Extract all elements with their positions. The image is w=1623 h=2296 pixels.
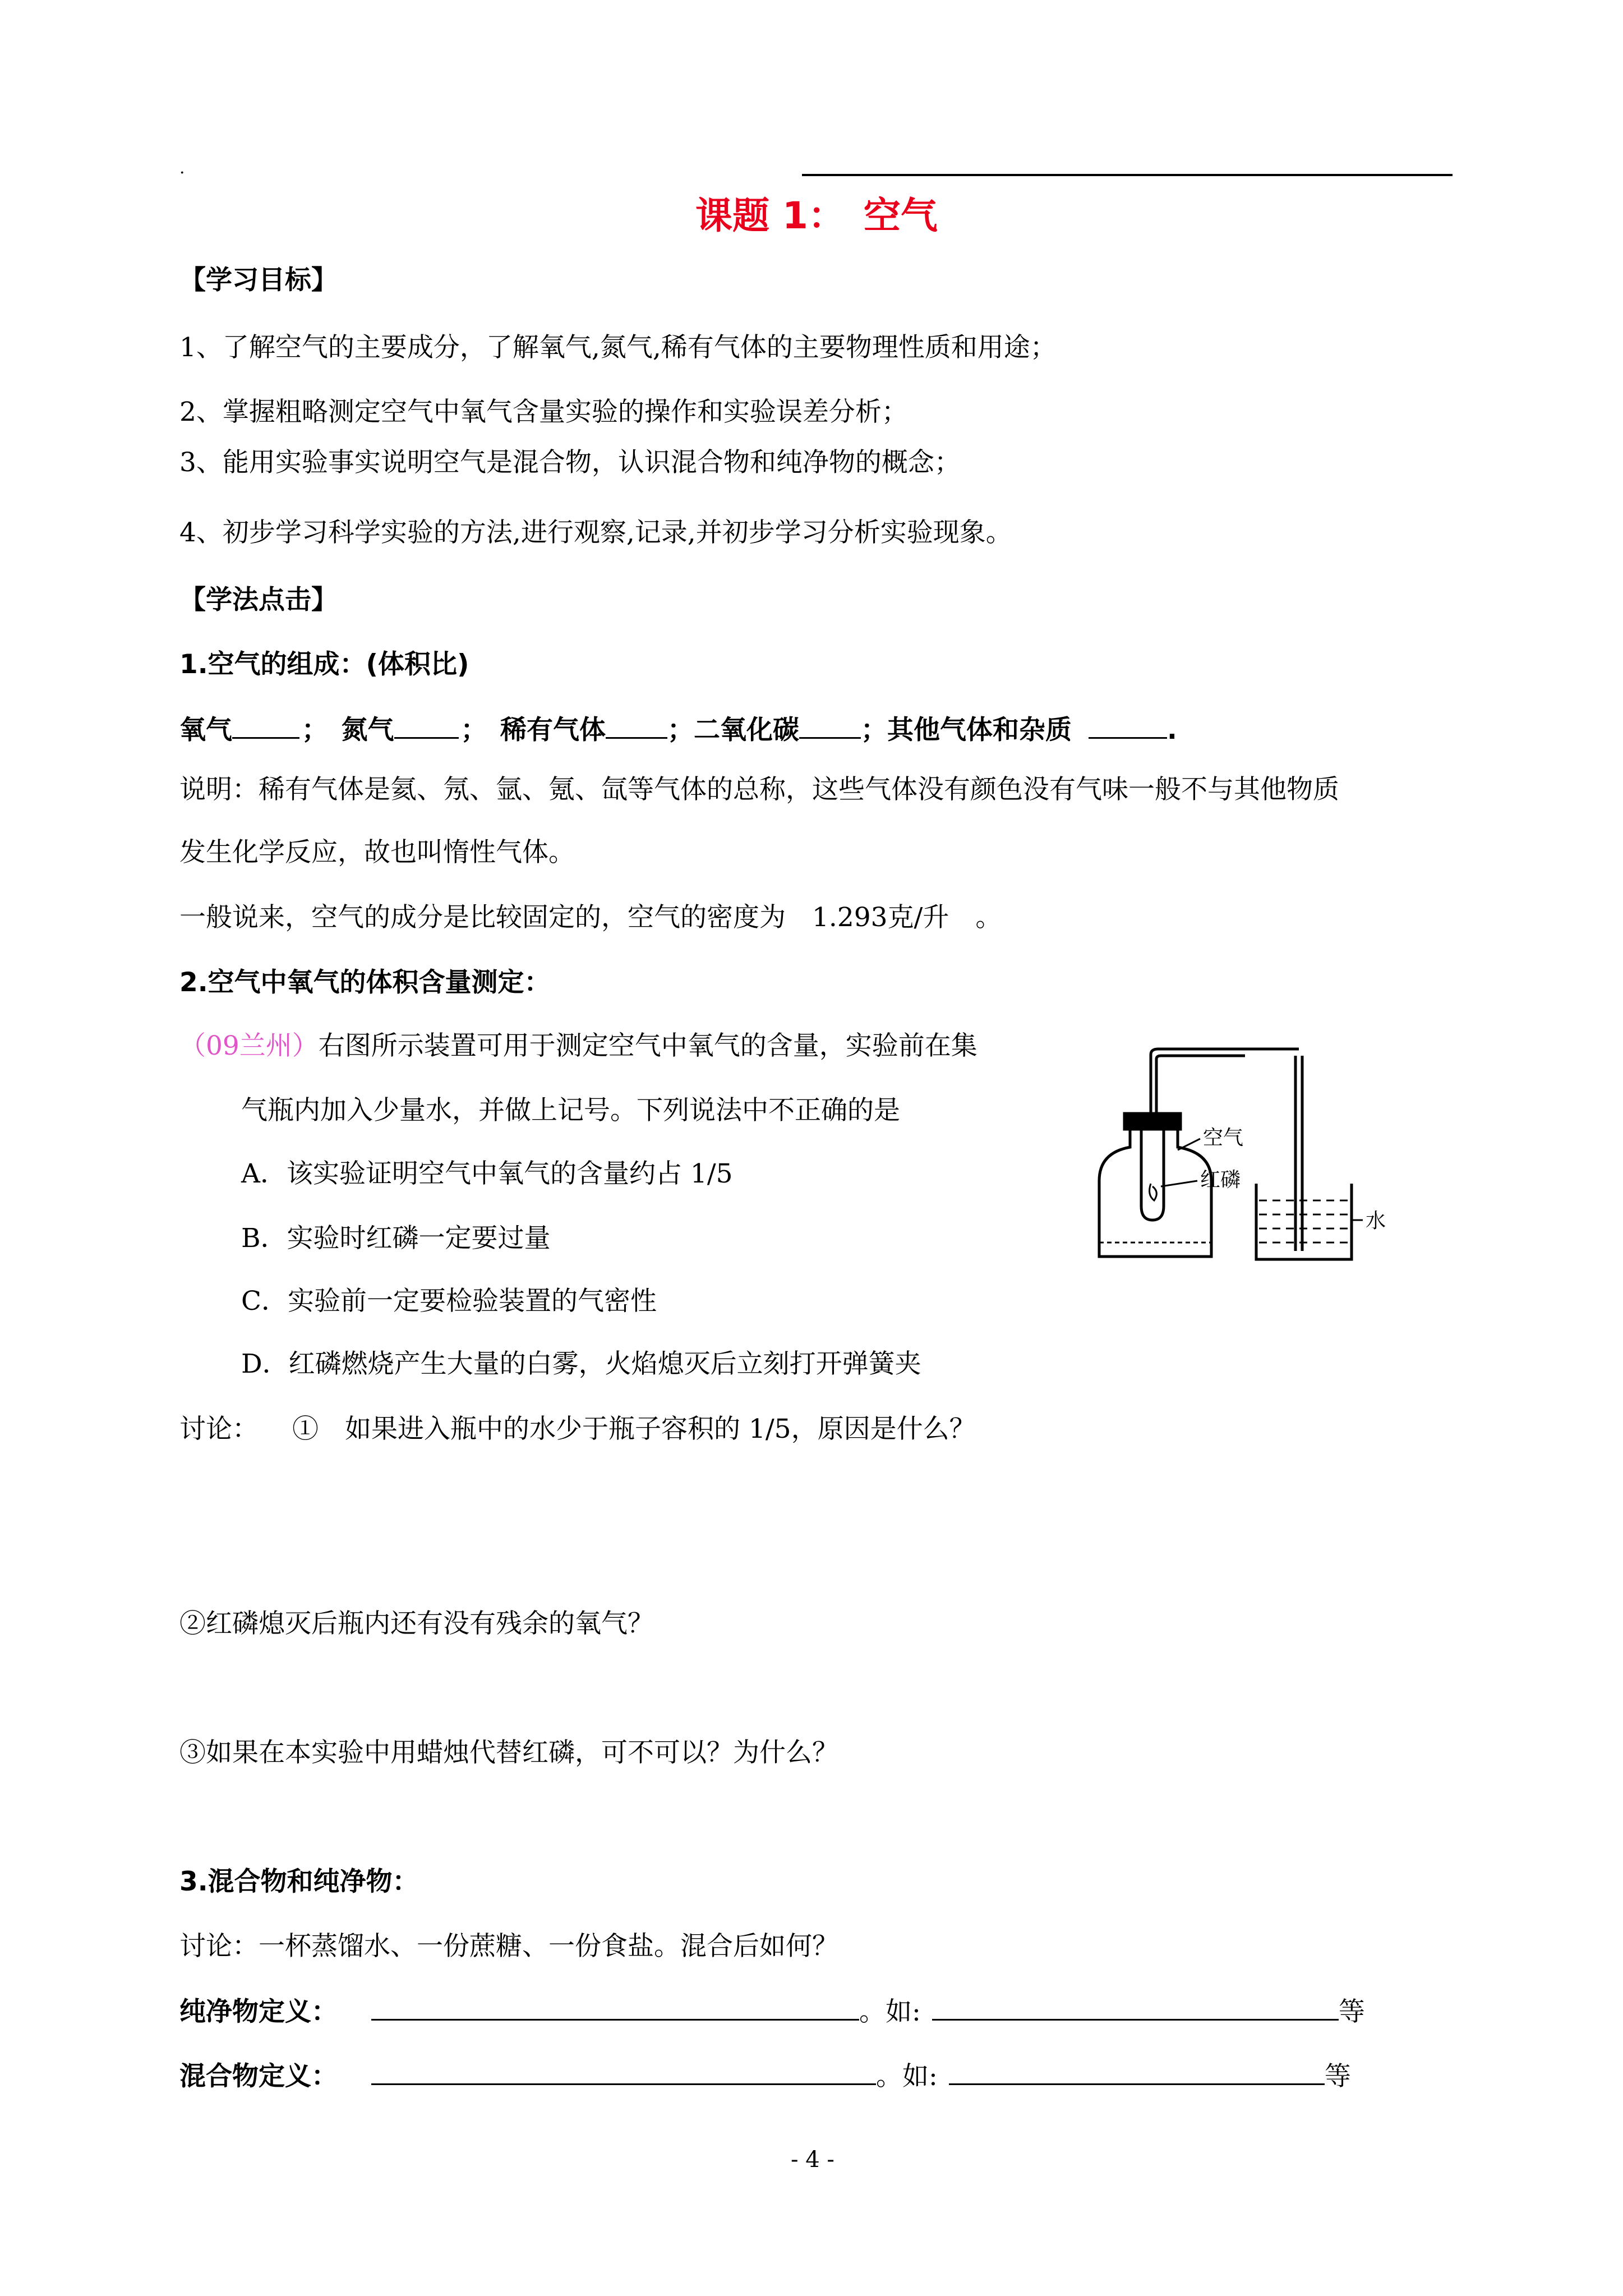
mixture-heading: 3.混合物和纯净物：: [179, 1866, 419, 1897]
blank-co2[interactable]: [799, 712, 861, 739]
blank-label-rare-gas: ； 稀有气体: [460, 715, 606, 746]
blank-end-dot: .: [1167, 715, 1177, 746]
blank-label-oxygen: 氧气: [179, 715, 232, 746]
mixture-example-blank[interactable]: [949, 2059, 1325, 2085]
composition-heading: 1.空气的组成：(体积比): [179, 649, 469, 680]
discussion-label: 讨论：: [179, 1414, 259, 1444]
goal-item-1: 1、了解空气的主要成分，了解氧气,氮气,稀有气体的主要物理性质和用途；: [179, 332, 1057, 363]
goals-heading: 【学习目标】: [179, 265, 338, 296]
discussion-3: ③如果在本实验中用蜡烛代替红磷，可不可以？为什么？: [179, 1737, 838, 1768]
option-c[interactable]: C．实验前一定要检验装置的气密性: [241, 1286, 657, 1317]
discussion-2: ②红磷熄灭后瓶内还有没有残余的氧气？: [179, 1608, 654, 1639]
discussion-1: ① 如果进入瓶中的水少于瓶子容积的 1/5，原因是什么？: [292, 1414, 976, 1444]
goal-item-4: 4、初步学习科学实验的方法,进行观察,记录,并初步学习分析实验现象。: [179, 517, 1012, 548]
blank-other[interactable]: [1089, 712, 1167, 739]
page-title: 课题 1： 空气: [695, 194, 938, 237]
apparatus-drawing: [1088, 1043, 1402, 1268]
pure-definition-line: [179, 1994, 1365, 2029]
measurement-heading: 2.空气中氧气的体积含量测定：: [179, 967, 551, 998]
question-source: （09兰州）: [179, 1030, 319, 1061]
pure-label: 纯净物定义：: [179, 1996, 338, 2027]
blank-label-other: ；其他气体和杂质: [861, 715, 1072, 746]
option-d[interactable]: D．红磷燃烧产生大量的白雾，火焰熄灭后立刻打开弹簧夹: [241, 1349, 921, 1379]
question-line-2: 气瓶内加入少量水，并做上记号。下列说法中不正确的是: [241, 1095, 900, 1126]
method-heading: 【学法点击】: [179, 585, 338, 615]
blank-nitrogen[interactable]: [394, 712, 459, 739]
mixture-discussion: 讨论：一杯蒸馏水、一份蔗糖、一份食盐。混合后如何？: [179, 1931, 838, 1962]
mixture-example-label: 。如:: [876, 2061, 938, 2092]
label-water: 水: [1366, 1209, 1386, 1232]
goal-item-2: 2、掌握粗略测定空气中氧气含量实验的操作和实验误差分析；: [179, 397, 908, 427]
option-a[interactable]: A．该实验证明空气中氧气的含量约占 1/5: [241, 1158, 733, 1189]
note-line-2: 发生化学反应，故也叫惰性气体。: [179, 837, 575, 868]
mixture-definition-blank[interactable]: [371, 2059, 876, 2085]
blank-rare-gas[interactable]: [606, 712, 667, 739]
question-text-1: 右图所示装置可用于测定空气中氧气的含量，实验前在集: [318, 1030, 978, 1061]
mixture-definition-line: [179, 2059, 1351, 2093]
discussion-1-line: [179, 1412, 976, 1446]
page-number: - 4 -: [791, 2147, 834, 2173]
goal-item-3: 3、能用实验事实说明空气是混合物，认识混合物和纯净物的概念；: [179, 447, 961, 478]
pure-example-blank[interactable]: [932, 1994, 1339, 2021]
mixture-label: 混合物定义：: [179, 2061, 338, 2092]
pure-etc-label: 等: [1338, 1996, 1365, 2027]
label-air: 空气: [1203, 1126, 1244, 1149]
pure-definition-blank[interactable]: [371, 1994, 859, 2021]
blank-label-nitrogen: ； 氮气: [302, 715, 394, 746]
blank-label-co2: ；二氧化碳: [667, 715, 799, 746]
mixture-etc-label: 等: [1324, 2061, 1351, 2092]
label-phosphorus: 红磷: [1200, 1168, 1241, 1191]
density-line: 一般说来，空气的成分是比较固定的，空气的密度为 1.293克/升 。: [179, 902, 1002, 933]
pure-example-label: 。如:: [859, 1996, 921, 2027]
header-rule: [802, 174, 1453, 176]
question-line-1: [179, 1029, 978, 1063]
note-line-1: 说明：稀有气体是氦、氖、氩、氪、氙等气体的总称，这些气体没有颜色没有气味一般不与其他物质: [179, 774, 1339, 805]
apparatus-figure: [1088, 1043, 1402, 1268]
option-b[interactable]: B．实验时红磷一定要过量: [241, 1223, 551, 1254]
composition-blanks: [179, 712, 1177, 747]
header-dot: .: [179, 158, 185, 178]
blank-oxygen[interactable]: [232, 712, 299, 739]
